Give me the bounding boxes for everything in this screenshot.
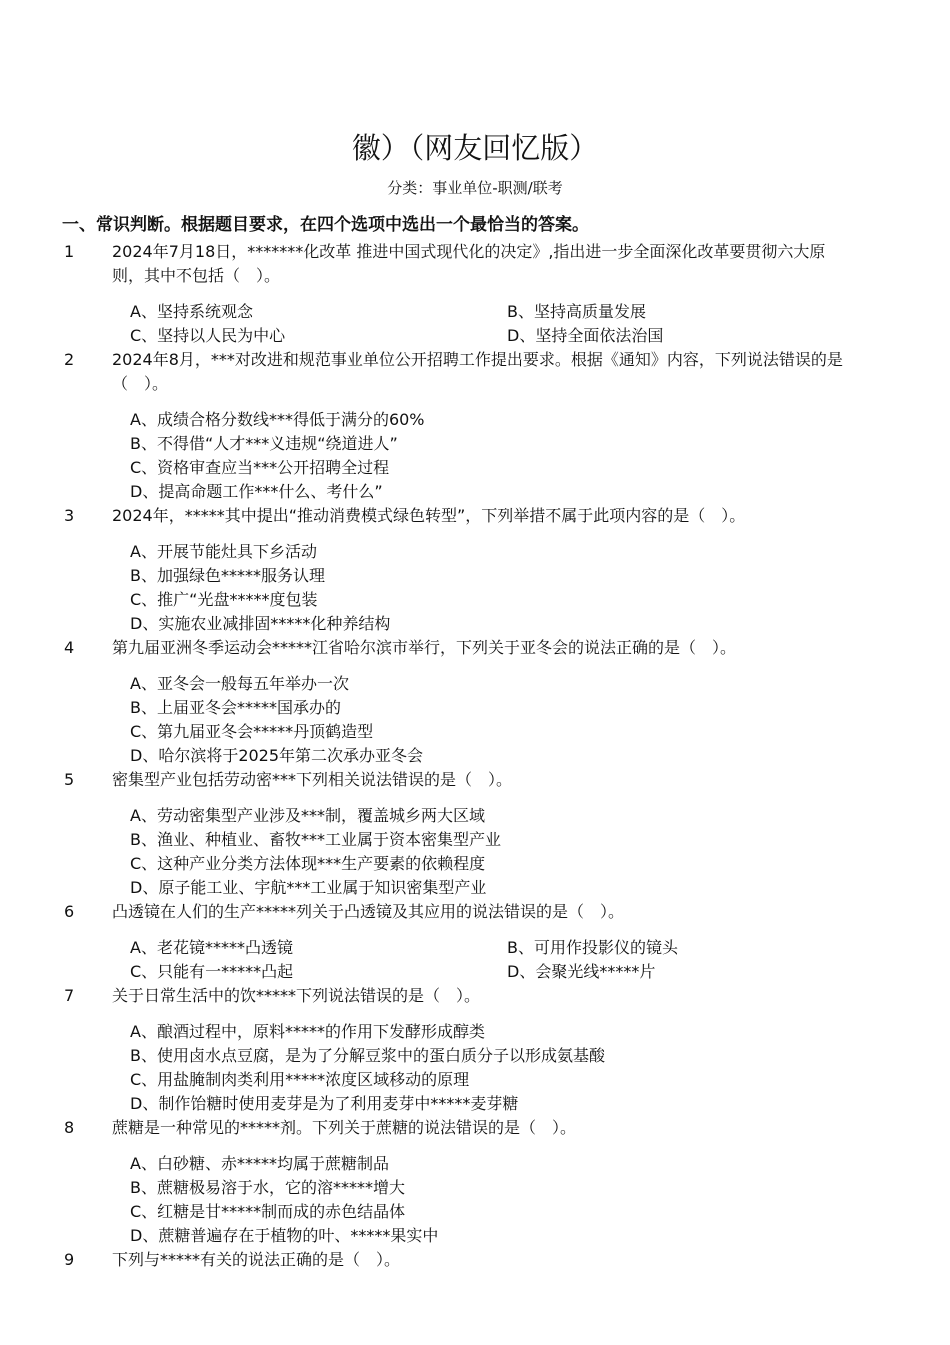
option-d: D、制作饴糖时使用麦芽是为了利用麦芽中*****麦芽糖	[130, 1094, 519, 1113]
question-number: 3	[64, 506, 75, 525]
option-d: D、会聚光线*****片	[507, 962, 656, 981]
option-b: B、坚持高质量发展	[507, 302, 646, 321]
question-number: 5	[64, 770, 75, 789]
option-list	[130, 672, 950, 768]
question-text: 下列与*****有关的说法正确的是（ ）。	[112, 1250, 401, 1269]
option-d: D、原子能工业、宇航***工业属于知识密集型产业	[130, 878, 487, 897]
question-8	[0, 1116, 950, 1248]
question-4	[0, 636, 950, 768]
question-6	[0, 900, 950, 984]
option-b: B、蔗糖极易溶于水，它的溶*****增大	[130, 1178, 405, 1197]
option-c: C、第九届亚冬会*****丹顶鹤造型	[130, 722, 374, 741]
option-list	[130, 300, 950, 348]
section-heading: 一、常识判断。根据题目要求，在四个选项中选出一个最恰当的答案。	[62, 215, 589, 235]
option-list	[130, 804, 950, 900]
question-list	[0, 240, 950, 1272]
option-list	[130, 1020, 950, 1116]
question-number: 9	[64, 1250, 75, 1269]
option-d: D、实施农业减排固*****化种养结构	[130, 614, 391, 633]
option-c: C、推广“光盘*****度包装	[130, 590, 318, 609]
question-text: 蔗糖是一种常见的*****剂。下列关于蔗糖的说法错误的是（ ）。	[112, 1118, 577, 1137]
option-b: B、可用作投影仪的镜头	[507, 938, 678, 957]
option-list	[130, 936, 950, 984]
option-c: C、只能有一*****凸起	[130, 962, 294, 981]
option-list	[130, 540, 950, 636]
document-category: 分类：事业单位-职测/联考	[387, 179, 563, 197]
question-2	[0, 348, 950, 504]
question-text: 关于日常生活中的饮*****下列说法错误的是（ ）。	[112, 986, 481, 1005]
option-c: C、这种产业分类方法体现***生产要素的依赖程度	[130, 854, 486, 873]
question-number: 8	[64, 1118, 75, 1137]
option-a: A、白砂糖、赤*****均属于蔗糖制品	[130, 1154, 389, 1173]
option-a: A、老花镜*****凸透镜	[130, 938, 293, 957]
question-3	[0, 504, 950, 636]
option-d: D、坚持全面依法治国	[507, 326, 664, 345]
question-1	[0, 240, 950, 348]
question-7	[0, 984, 950, 1116]
option-list	[130, 408, 950, 504]
question-number: 4	[64, 638, 75, 657]
option-a: A、坚持系统观念	[130, 302, 253, 321]
option-a: A、开展节能灶具下乡活动	[130, 542, 317, 561]
option-b: B、加强绿色*****服务认理	[130, 566, 325, 585]
question-text: 2024年8月，***对改进和规范事业单位公开招聘工作提出要求。根据《通知》内容，下列说法错误的是（ ）。	[112, 350, 843, 393]
option-b: B、使用卤水点豆腐，是为了分解豆浆中的蛋白质分子以形成氨基酸	[130, 1046, 605, 1065]
option-c: C、红糖是甘*****制而成的赤色结晶体	[130, 1202, 406, 1221]
question-5	[0, 768, 950, 900]
option-b: B、上届亚冬会*****国承办的	[130, 698, 341, 717]
option-d: D、哈尔滨将于2025年第二次承办亚冬会	[130, 746, 424, 765]
option-d: D、提高命题工作***什么、考什么”	[130, 482, 383, 501]
question-number: 1	[64, 242, 75, 261]
question-text: 2024年，*****其中提出“推动消费模式绿色转型”，下列举措不属于此项内容的是（ ）。	[112, 506, 746, 525]
question-text: 第九届亚洲冬季运动会*****江省哈尔滨市举行，下列关于亚冬会的说法正确的是（ ）。	[112, 638, 737, 657]
option-list	[130, 1152, 950, 1248]
option-c: C、坚持以人民为中心	[130, 326, 286, 345]
question-9	[0, 1248, 950, 1272]
question-text: 密集型产业包括劳动密***下列相关说法错误的是（ ）。	[112, 770, 513, 789]
option-b: B、不得借“人才***义违规“绕道进人”	[130, 434, 398, 453]
option-d: D、蔗糖普遍存在于植物的叶、*****果实中	[130, 1226, 439, 1245]
question-text: 凸透镜在人们的生产*****列关于凸透镜及其应用的说法错误的是（ ）。	[112, 902, 625, 921]
option-a: A、成绩合格分数线***得低于满分的60%	[130, 410, 425, 429]
question-number: 2	[64, 350, 75, 369]
option-a: A、劳动密集型产业涉及***制，覆盖城乡两大区域	[130, 806, 485, 825]
document-title: 徽）（网友回忆版）	[351, 131, 599, 165]
question-text: 2024年7月18日，*******化改革 推进中国式现代化的决定》,指出进一步全面深化改革要贯彻六大原则，其中不包括（ ）。	[112, 242, 826, 285]
question-number: 6	[64, 902, 75, 921]
option-c: C、用盐腌制肉类利用*****浓度区域移动的原理	[130, 1070, 470, 1089]
option-b: B、渔业、种植业、畜牧***工业属于资本密集型产业	[130, 830, 501, 849]
question-number: 7	[64, 986, 75, 1005]
option-a: A、亚冬会一般每五年举办一次	[130, 674, 349, 693]
option-c: C、资格审查应当***公开招聘全过程	[130, 458, 390, 477]
option-a: A、酿酒过程中，原料*****的作用下发酵形成醇类	[130, 1022, 485, 1041]
